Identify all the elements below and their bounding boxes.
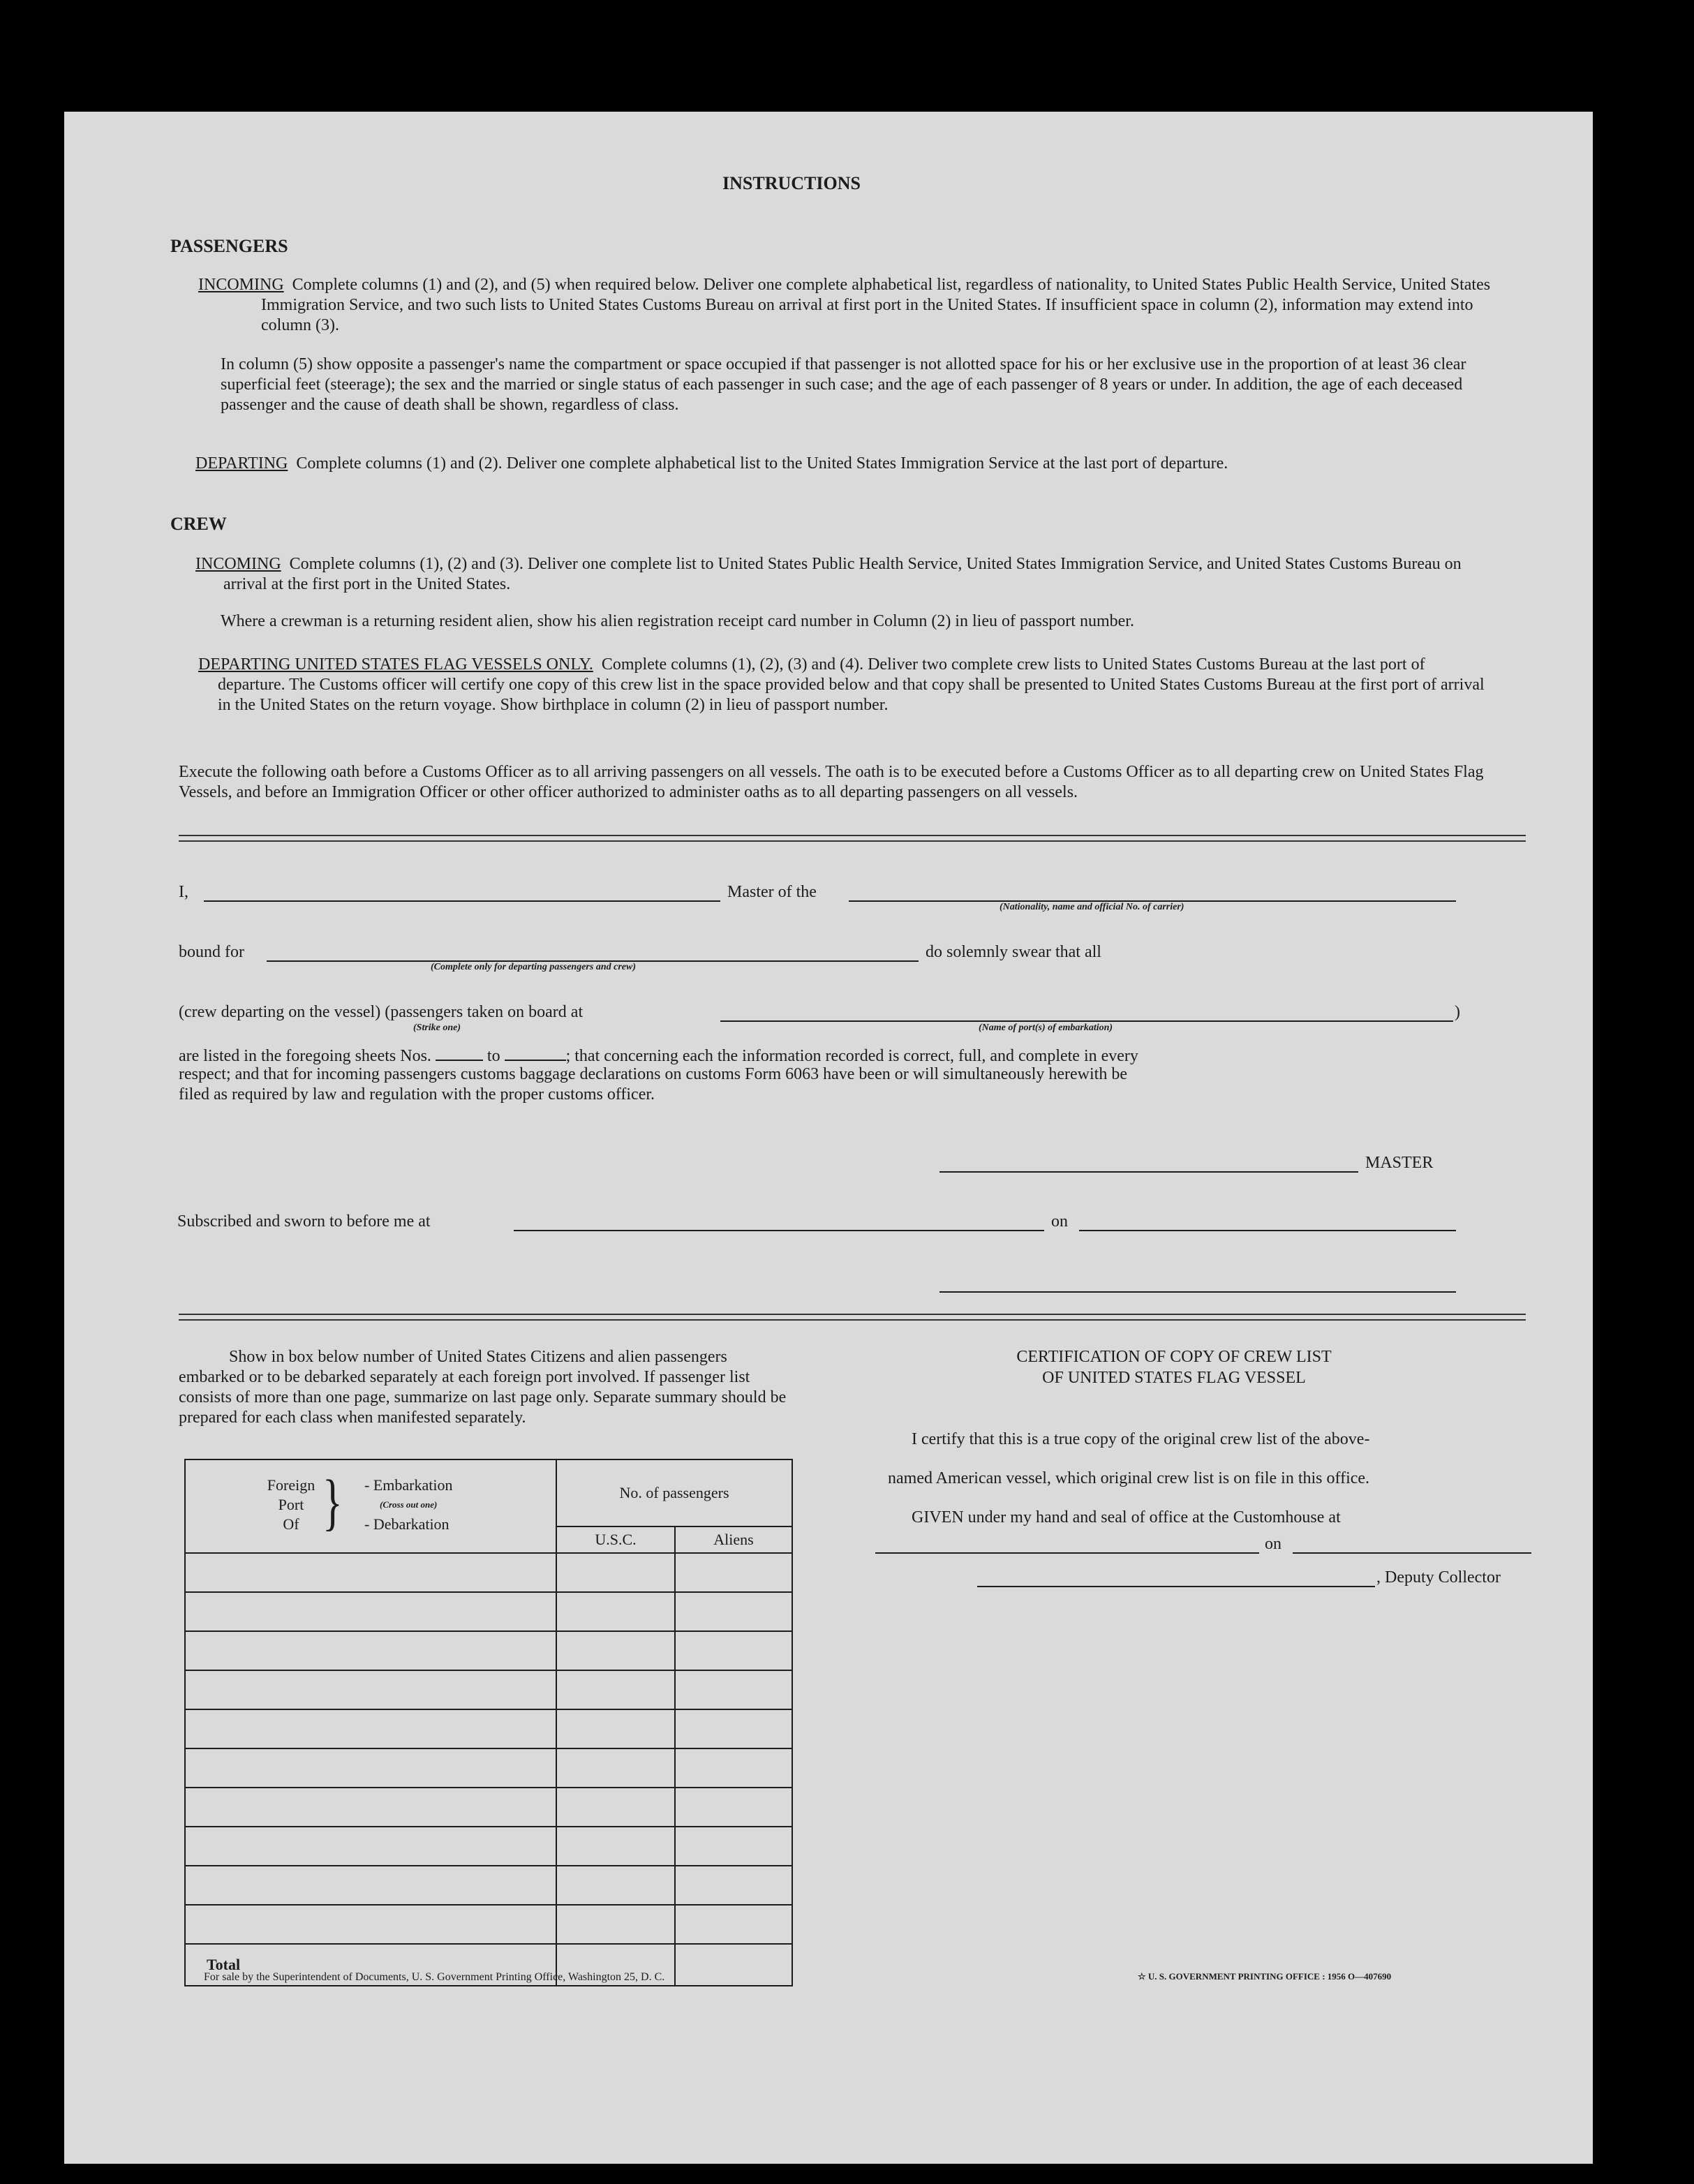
usc-cell[interactable] — [556, 1631, 675, 1670]
port-cell[interactable] — [185, 1748, 556, 1788]
swear-text: do solemnly swear that all — [926, 943, 1101, 961]
summary-instructions-text: Show in box below number of United States Citizens and alien passengers embarked or to be debarked separately at each foreign port involved. If passenger list consists of more than one page, summarize on last page only. Separate summary should be prepared for each class when manifested separately. — [179, 1348, 787, 1427]
cert-given-text: GIVEN under my hand and seal of office at the Customhouse at — [912, 1508, 1341, 1526]
aliens-cell[interactable] — [675, 1827, 792, 1866]
aliens-cell[interactable] — [675, 1592, 792, 1631]
cert-date-field[interactable] — [1293, 1537, 1531, 1554]
complete-caption: (Complete only for departing passengers and crew) — [431, 962, 636, 972]
usc-cell[interactable] — [556, 1905, 675, 1944]
cert-text-1: I certify that this is a true copy of the original crew list of the above- — [912, 1430, 1370, 1448]
usc-cell[interactable] — [556, 1748, 675, 1788]
aliens-cell[interactable] — [675, 1553, 792, 1592]
strike-caption: (Strike one) — [413, 1023, 461, 1033]
port-cell[interactable] — [185, 1670, 556, 1709]
cross-label: (Cross out one) — [380, 1499, 438, 1510]
usc-cell[interactable] — [556, 1709, 675, 1748]
nationality-caption: (Nationality, name and official No. of carrier) — [1000, 902, 1184, 912]
crew-departing-text: Complete columns (1), (2), (3) and (4). Deliver two complete crew lists to United States Customs Bureau at the last port of departure. The Customs officer will certify one copy of this crew list in the space provided below and that copy shall be presented to United States Customs Bureau at the first port of arrival in the United States on the return voyage. Show birthplace in column (2) in lieu of passport number. — [218, 655, 1485, 714]
master-name-field[interactable] — [204, 885, 720, 902]
total-label: Total — [185, 1944, 556, 1986]
port-cell[interactable] — [185, 1709, 556, 1748]
crew-heading: CREW — [170, 514, 227, 534]
crew-incoming-label: INCOMING — [195, 555, 281, 573]
port-cell[interactable] — [185, 1592, 556, 1631]
listed-line1 — [179, 1044, 1138, 1067]
port-word: Port — [278, 1496, 304, 1513]
passenger-summary-table — [184, 1459, 793, 1986]
embark-label: - Embarkation — [364, 1476, 453, 1494]
listed-line2: respect; and that for incoming passengers customs baggage declarations on customs Form 6063 have been or will simultaneously herewith be — [179, 1065, 1127, 1083]
divider-bottom — [179, 1314, 1526, 1321]
master-sig-label: MASTER — [1365, 1154, 1434, 1172]
page-title: INSTRUCTIONS — [722, 173, 861, 193]
officer-signature-field[interactable] — [939, 1276, 1456, 1293]
cert-on-label: on — [1265, 1535, 1281, 1553]
sheet-from-field[interactable] — [436, 1044, 483, 1061]
usc-cell[interactable] — [556, 1553, 675, 1592]
port-cell[interactable] — [185, 1905, 556, 1944]
passengers-incoming-text: Complete columns (1) and (2), and (5) when required below. Deliver one complete alphabetical list, regardless of nationality, to United States Public Health Service, United States Immigration Service, and two such lists to United States Customs Bureau on arrival at first port in the United States. If insufficient space in column (2), information may extend into column (3). — [261, 276, 1491, 334]
bound-for-field[interactable] — [267, 945, 919, 962]
listed-to-text: to — [486, 1047, 500, 1065]
header-aliens: Aliens — [675, 1526, 792, 1553]
passengers-column5-block — [221, 355, 1498, 415]
sheet-to-field[interactable] — [505, 1044, 566, 1061]
aliens-cell[interactable] — [675, 1748, 792, 1788]
of-word: Of — [283, 1515, 299, 1533]
oath-intro-text: Execute the following oath before a Customs Officer as to all arriving passengers on all vessels. The oath is to be executed before a Customs Officer as to all departing crew on United States Flag Vessels, and before an Immigration Officer or other officer authorized to administer oaths as to all departing passengers on all vessels. — [179, 763, 1484, 801]
subscribed-label: Subscribed and sworn to before me at — [177, 1212, 431, 1231]
crew-departing-block — [198, 655, 1496, 715]
listed-pre-text: are listed in the foregoing sheets Nos. — [179, 1047, 431, 1065]
listed-line3: filed as required by law and regulation with the proper customs officer. — [179, 1085, 655, 1104]
aliens-cell[interactable] — [675, 1631, 792, 1670]
passengers-column5-text: In column (5) show opposite a passenger's name the compartment or space occupied if that passenger is not allotted space for his or her exclusive use in the proportion of at least 36 clear superficial feet (steerage); the sex and the married or single status of each passenger in such case; and the age of each passenger of 8 years or under. In addition, the age of each deceased passenger and the cause of death shall be shown, regardless of class. — [221, 355, 1466, 414]
port-cell[interactable] — [185, 1866, 556, 1905]
usc-cell[interactable] — [556, 1788, 675, 1827]
crew-passengers-text: (crew departing on the vessel) (passengers taken on board at — [179, 1003, 584, 1021]
passengers-departing-text: Complete columns (1) and (2). Deliver one complete alphabetical list to the United States Immigration Service at the last port of departure. — [296, 454, 1228, 473]
port-cell[interactable] — [185, 1788, 556, 1827]
usc-cell[interactable] — [556, 1670, 675, 1709]
passengers-incoming-label: INCOMING — [198, 276, 284, 294]
cert-heading-2: OF UNITED STATES FLAG VESSEL — [1042, 1369, 1306, 1387]
deputy-label: , Deputy Collector — [1376, 1568, 1501, 1587]
close-paren: ) — [1455, 1003, 1460, 1021]
total-aliens-cell[interactable] — [675, 1944, 792, 1986]
listed-post-text: ; that concerning each the information recorded is correct, full, and complete in every — [565, 1047, 1138, 1065]
carrier-field[interactable] — [849, 885, 1456, 902]
oath-intro-block — [179, 762, 1495, 803]
footer-left: For sale by the Superintendent of Documents, U. S. Government Printing Office, Washington 25, D. C. — [204, 1971, 665, 1983]
aliens-cell[interactable] — [675, 1866, 792, 1905]
cert-heading-1: CERTIFICATION OF COPY OF CREW LIST — [1016, 1348, 1332, 1366]
debark-label: - Debarkation — [364, 1515, 449, 1533]
port-embarkation-field[interactable] — [720, 1005, 1453, 1022]
crew-departing-label: DEPARTING UNITED STATES FLAG VESSELS ONLY. — [198, 655, 593, 674]
crew-resident-text: Where a crewman is a returning resident alien, show his alien registration receipt card number in Column (2) in lieu of passport number. — [221, 612, 1134, 630]
bound-for-label: bound for — [179, 943, 244, 961]
port-cell[interactable] — [185, 1827, 556, 1866]
form-sheet — [64, 112, 1593, 2164]
usc-cell[interactable] — [556, 1592, 675, 1631]
sworn-place-field[interactable] — [514, 1214, 1044, 1231]
foreign-word: Foreign — [267, 1476, 315, 1494]
passengers-departing-block — [195, 454, 1496, 474]
passengers-heading: PASSENGERS — [170, 236, 288, 256]
deputy-signature-field[interactable] — [977, 1570, 1375, 1587]
sworn-on-label: on — [1051, 1212, 1068, 1231]
crew-incoming-text: Complete columns (1), (2) and (3). Deliver one complete list to United States Public Health Service, United States Immigration Service, and United States Customs Bureau on arrival at the first port in the United States. — [223, 555, 1462, 593]
cert-place-field[interactable] — [875, 1537, 1259, 1554]
passengers-departing-label: DEPARTING — [195, 454, 288, 473]
aliens-cell[interactable] — [675, 1905, 792, 1944]
aliens-cell[interactable] — [675, 1709, 792, 1748]
sworn-date-field[interactable] — [1079, 1214, 1456, 1231]
brace-icon: } — [322, 1467, 343, 1537]
summary-instructions-block — [179, 1347, 793, 1428]
port-cell[interactable] — [185, 1631, 556, 1670]
aliens-cell[interactable] — [675, 1670, 792, 1709]
passengers-incoming-block — [198, 275, 1496, 336]
header-usc: U.S.C. — [556, 1526, 675, 1553]
usc-cell[interactable] — [556, 1827, 675, 1866]
footer-right: ☆ U. S. GOVERNMENT PRINTING OFFICE : 1956 O—407690 — [1138, 1971, 1392, 1982]
oath-master-of-label: Master of the — [727, 883, 817, 901]
usc-cell[interactable] — [556, 1866, 675, 1905]
port-cell[interactable] — [185, 1553, 556, 1592]
header-num-passengers: No. of passengers — [556, 1459, 792, 1526]
crew-incoming-block — [195, 554, 1496, 595]
crew-resident-block — [221, 611, 1498, 632]
oath-i-label: I, — [179, 883, 188, 901]
header-foreign-port — [185, 1459, 556, 1553]
cert-text-2: named American vessel, which original crew list is on file in this office. — [888, 1469, 1370, 1487]
divider-top — [179, 835, 1526, 842]
port-caption: (Name of port(s) of embarkation) — [979, 1023, 1113, 1033]
master-signature-field[interactable] — [939, 1156, 1358, 1173]
aliens-cell[interactable] — [675, 1788, 792, 1827]
